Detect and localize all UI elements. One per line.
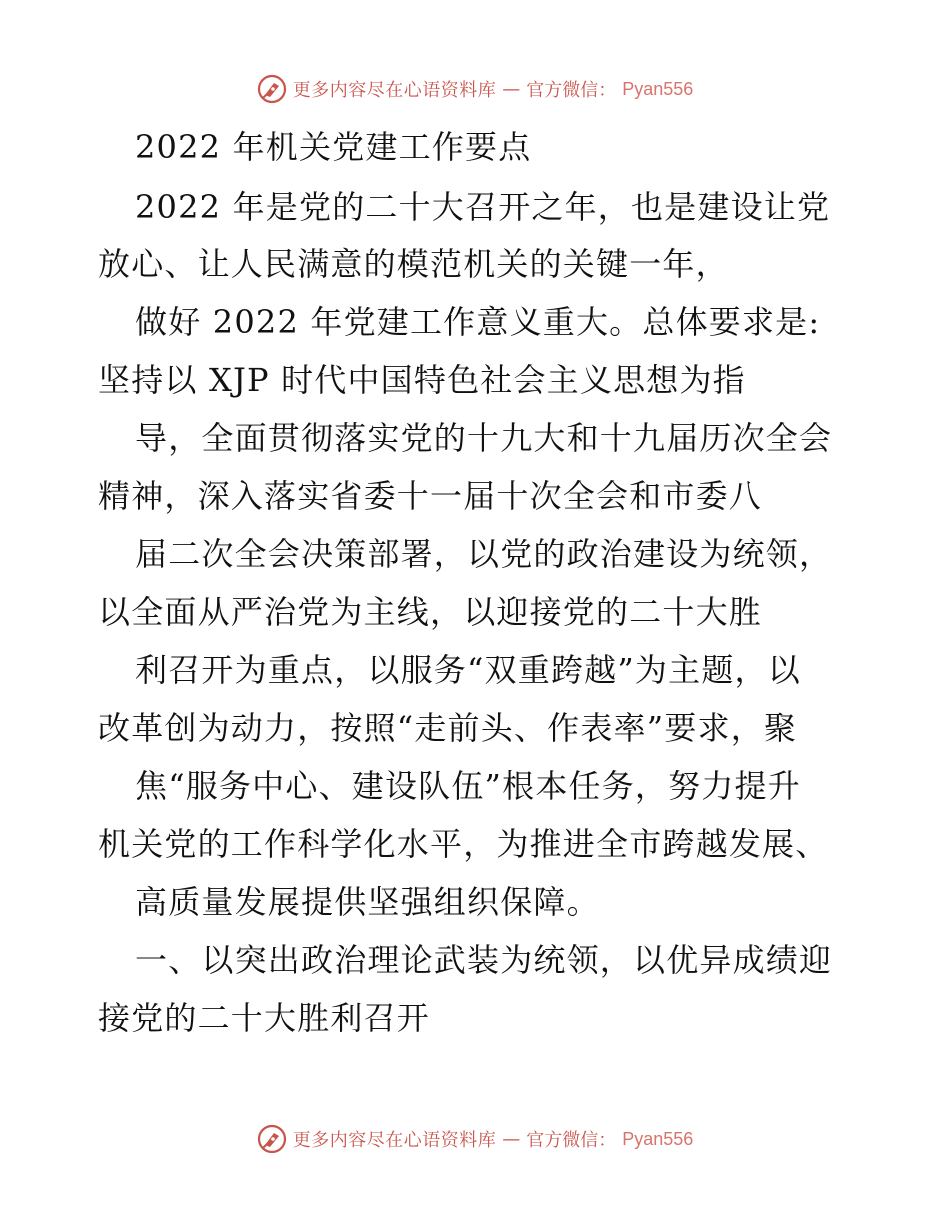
- paragraph-line: 精神，深入落实省委十一届十次全会和市委八: [98, 477, 763, 515]
- paragraph-line: 高质量发展提供坚强组织保障。: [135, 883, 600, 921]
- paragraph-line: 届二次全会决策部署，以党的政治建设为统领，: [135, 535, 833, 573]
- watermark-wechat-label: 官方微信：: [526, 80, 617, 101]
- section-heading-line: 接党的二十大胜利召开: [98, 999, 431, 1037]
- paragraph-line: 做好 2022 年党建工作意义重大。总体要求是:: [135, 303, 821, 341]
- watermark-separator: —: [502, 78, 521, 100]
- watermark-wechat-id: Pyan556: [622, 1128, 694, 1149]
- paragraph-line: 焦“服务中心、建设队伍”根本任务，努力提升: [135, 767, 801, 805]
- pen-nib-logo-icon: [257, 74, 287, 104]
- header-watermark: [0, 74, 950, 104]
- paragraph-line: 2022 年是党的二十大召开之年，也是建设让党: [135, 188, 831, 226]
- paragraph-line: 放心、让人民满意的模范机关的关键一年，: [98, 245, 729, 283]
- document-title: 2022 年机关党建工作要点: [135, 128, 532, 166]
- watermark-site-name: 更多内容尽在心语资料库: [292, 80, 497, 101]
- pen-nib-logo-icon: [257, 1124, 287, 1154]
- section-heading-line: 一、以突出政治理论武装为统领，以优异成绩迎: [135, 941, 833, 979]
- paragraph-line: 坚持以 XJP 时代中国特色社会主义思想为指: [98, 361, 746, 399]
- paragraph-line: 利召开为重点，以服务“双重跨越”为主题，以: [135, 651, 801, 689]
- watermark-site-name: 更多内容尽在心语资料库: [292, 1130, 497, 1151]
- footer-watermark: [0, 1124, 950, 1154]
- paragraph-line: 机关党的工作科学化水平，为推进全市跨越发展、: [98, 825, 829, 863]
- paragraph-line: 以全面从严治党为主线，以迎接党的二十大胜: [98, 593, 763, 631]
- watermark-wechat-label: 官方微信：: [526, 1130, 617, 1151]
- paragraph-line: 导，全面贯彻落实党的十九大和十九届历次全会: [135, 419, 833, 457]
- watermark-separator: —: [502, 1128, 521, 1150]
- paragraph-line: 改革创为动力，按照“走前头、作表率”要求，聚: [98, 709, 798, 747]
- watermark-wechat-id: Pyan556: [622, 78, 694, 99]
